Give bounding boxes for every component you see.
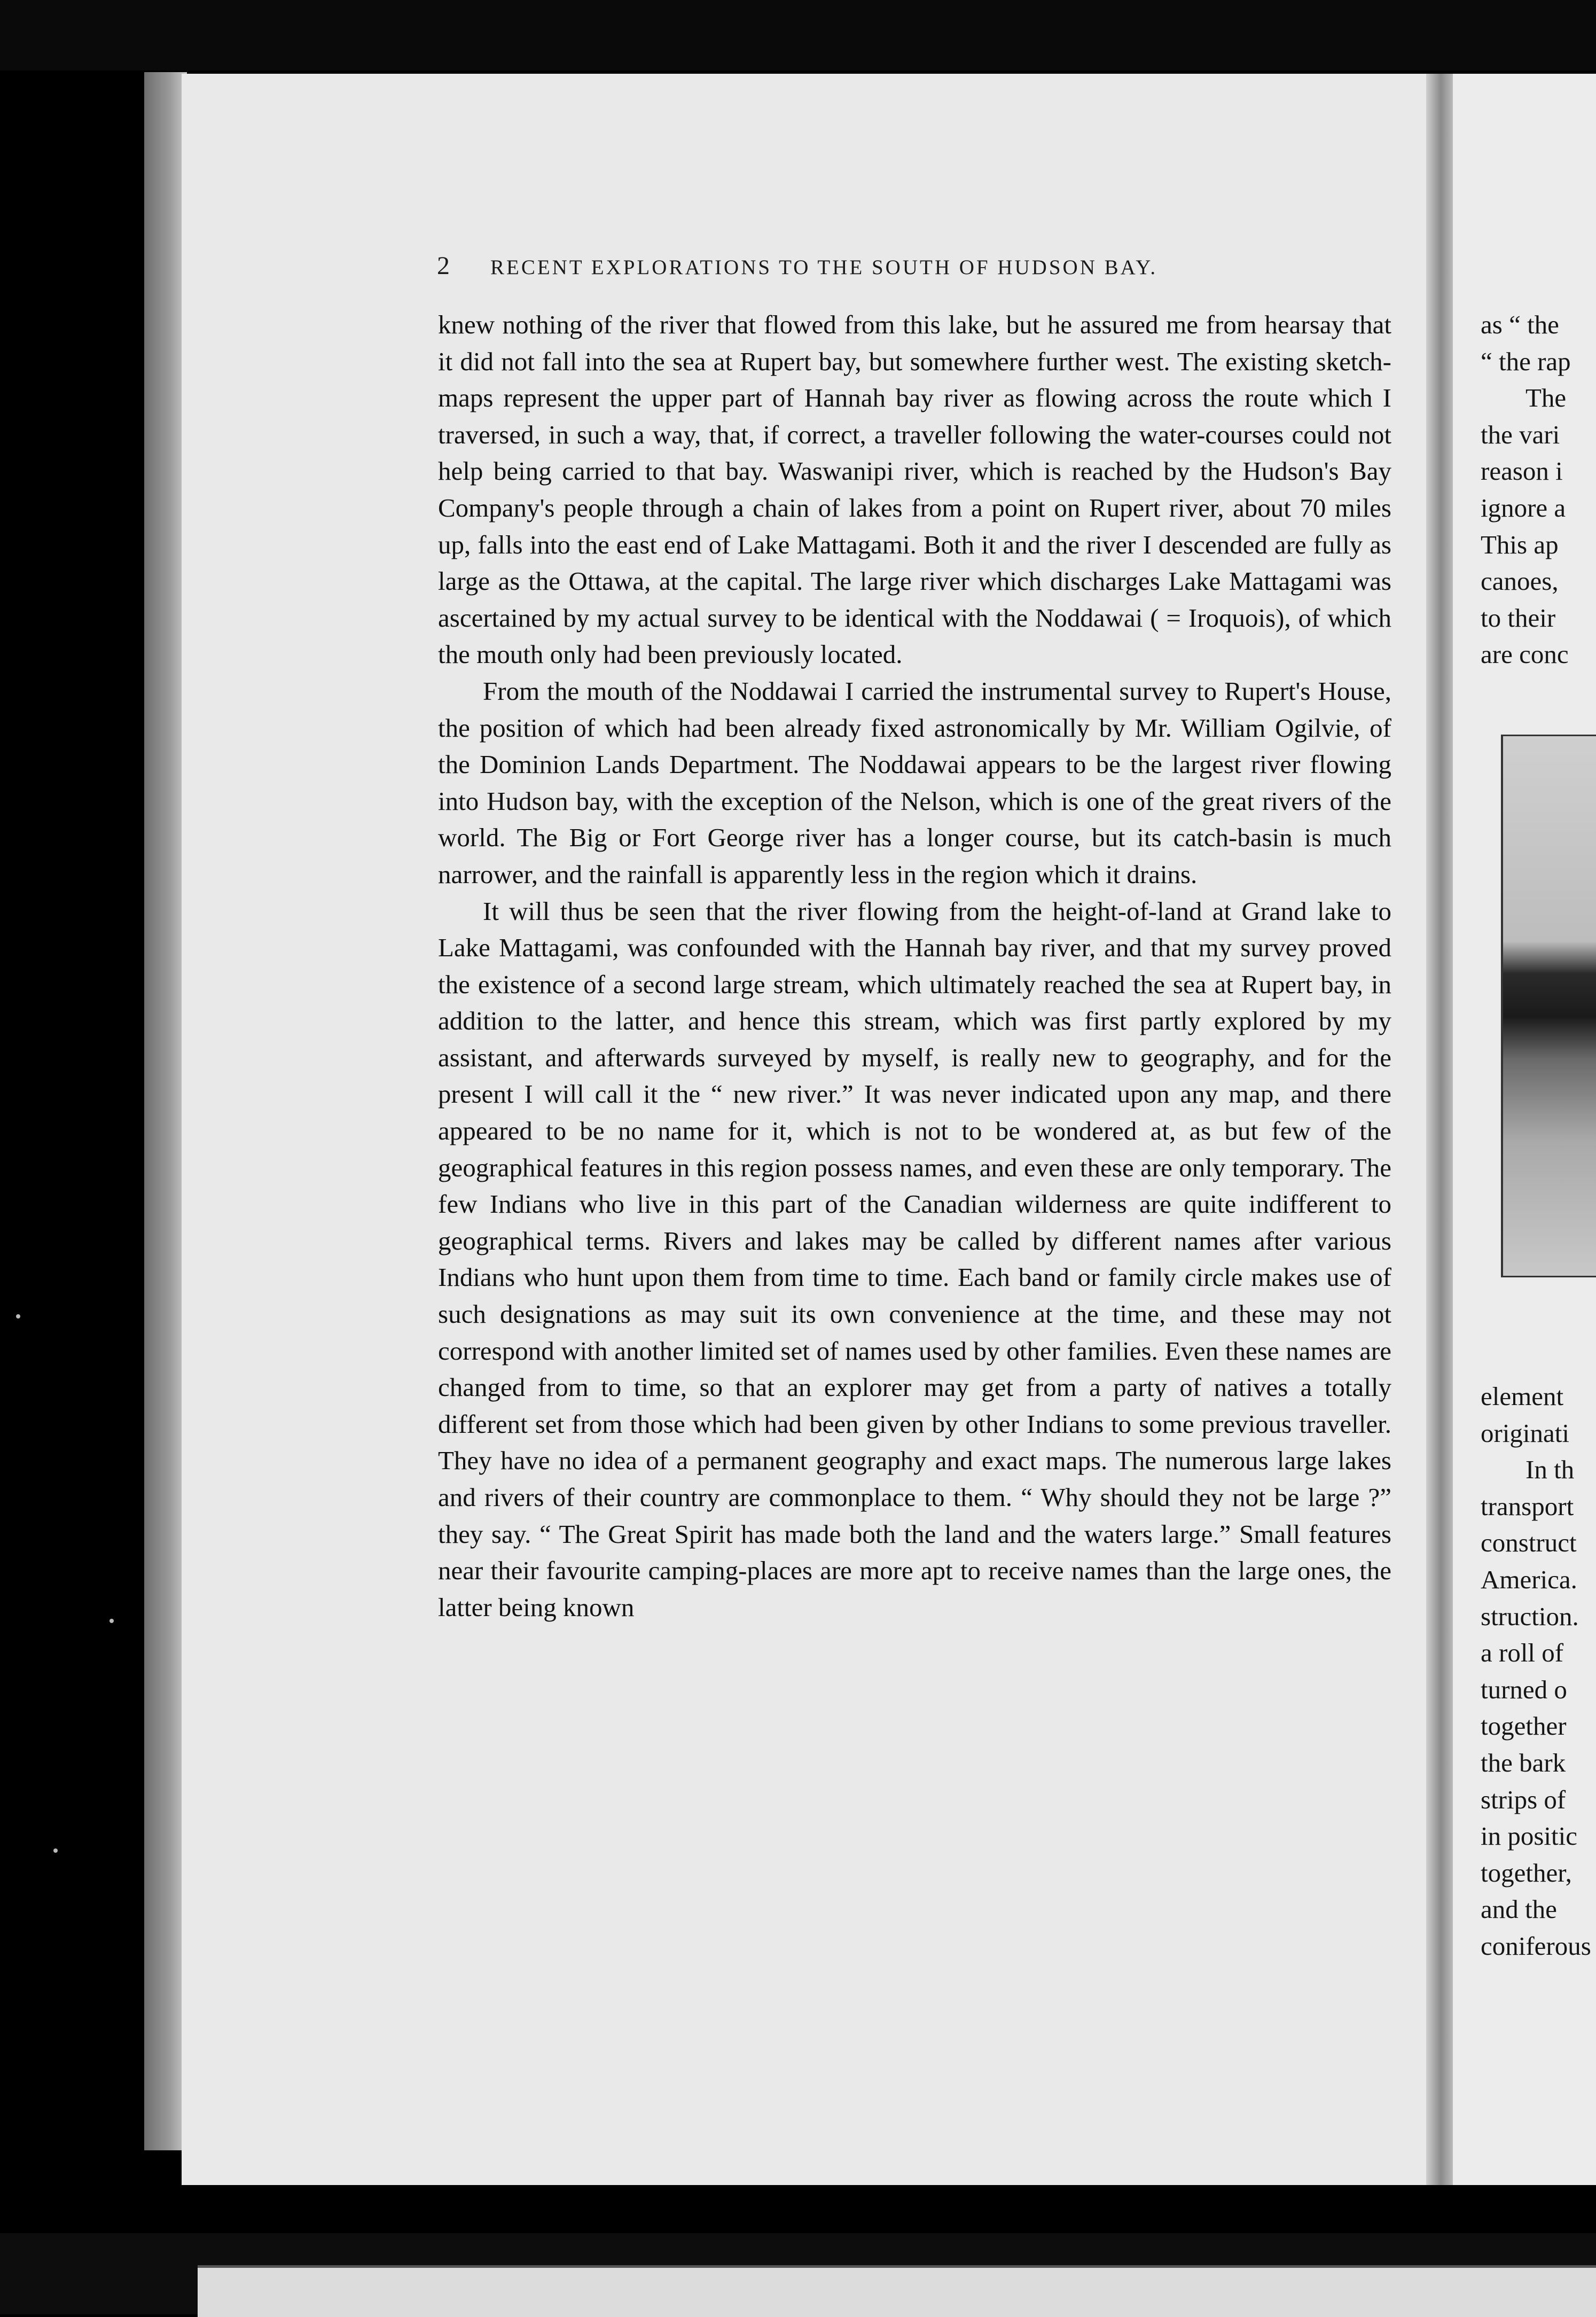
facing-line: This ap xyxy=(1481,529,1559,559)
facing-line: canoes, xyxy=(1481,566,1559,596)
facing-line: the bark xyxy=(1481,1747,1566,1777)
facing-line: turned o xyxy=(1481,1674,1567,1704)
facing-line: construct xyxy=(1481,1528,1577,1558)
facing-line: in positic xyxy=(1481,1821,1578,1851)
facing-line: transport xyxy=(1481,1491,1574,1521)
facing-line: to their xyxy=(1481,603,1556,633)
book-spine-shadow xyxy=(144,72,187,2150)
facing-line: a roll of xyxy=(1481,1638,1564,1668)
facing-line: strips of xyxy=(1481,1784,1566,1814)
body-text xyxy=(438,307,1391,1626)
facing-line: the vari xyxy=(1481,419,1560,449)
facing-page-text-bottom xyxy=(1481,1378,1596,1965)
paragraph: From the mouth of the Noddawai I carried the instrumental survey to Rupert's House, the position of which had been already fixed astronomically by Mr. William Ogilvie, of the Dominion Lands Department. The Noddawai appears to be the largest river flowing into Hudson bay, with the exception of the Nelson, which is one of the great rivers of the world. The Big or Fort George river has a longer course, but its catch-basin is much narrower, and the rainfall is apparently less in the region which it drains. xyxy=(438,676,1391,889)
facing-line: originati xyxy=(1481,1418,1570,1448)
facing-page-photograph xyxy=(1501,735,1596,1277)
next-page-edge xyxy=(198,2265,1596,2317)
facing-line: struction. xyxy=(1481,1601,1579,1631)
facing-line: ignore a xyxy=(1481,493,1566,522)
scan-speck xyxy=(53,1848,58,1853)
facing-line: coniferous xyxy=(1481,1931,1591,1961)
facing-line: In th xyxy=(1525,1455,1575,1485)
facing-line: are conc xyxy=(1481,639,1569,669)
page-number: 2 xyxy=(437,252,450,280)
scan-border-top xyxy=(0,0,1596,71)
facing-line: and the xyxy=(1481,1894,1557,1924)
scan-speck xyxy=(109,1619,114,1623)
facing-line: together, xyxy=(1481,1858,1572,1887)
facing-line: “ the rap xyxy=(1481,346,1571,376)
facing-page-text-top xyxy=(1481,307,1596,673)
facing-line: element xyxy=(1481,1382,1564,1411)
facing-line: The xyxy=(1525,383,1567,413)
page-gutter xyxy=(1426,74,1453,2185)
paragraph: knew nothing of the river that flowed from this lake, but he assured me from hearsay that it did not fall into the sea at Rupert bay, but somewhere further west. The existing sketch-maps represent the upper part of Hannah bay river as flowing across the route which I traversed, in such a way, that, if correct, a traveller following the water-courses could not help being carried to that bay. Waswanipi river, which is reached by the Hudson's Bay Company's people through a chain of lakes from a point on Rupert river, about 70 miles up, falls into the east end of Lake Mattagami. Both it and the river I descended are fully as large as the Ottawa, at the capital. The large river which discharges Lake Mattagami was ascertained by my actual survey to be identical with the Noddawai ( = Iroquois), of which the mouth only had been previously located. xyxy=(438,310,1391,669)
running-head xyxy=(437,251,1286,283)
facing-line: America. xyxy=(1481,1564,1577,1594)
running-head-title: RECENT EXPLORATIONS TO THE SOUTH OF HUDSON BAY. xyxy=(490,256,1158,279)
facing-line: reason i xyxy=(1481,456,1563,486)
facing-line: together xyxy=(1481,1711,1567,1741)
facing-line: as “ the xyxy=(1481,310,1559,339)
paragraph: It will thus be seen that the river flowing from the height-of-land at Grand lake to Lake Mattagami, was confounded with the Hannah bay river, and that my survey proved the existence of a second large stream, which ultimately reached the sea at Rupert bay, in addition to the latter, and hence this stream, which was first partly explored by my assistant, and afterwards surveyed by myself, is really new to geography, and for the present I will call it the “ new river.” It was never indicated upon any map, and there appeared to be no name for it, which is not to be wondered at, as but few of the geographical features in this region possess names, and even these are only temporary. The few Indians who live in this part of the Canadian wilderness are quite indifferent to geographical terms. Rivers and lakes may be called by different names after various Indians who hunt upon them from time to time. Each band or family circle makes use of such designations as may suit its own convenience at the time, and these may not correspond with another limited set of names used by other families. Even these names are changed from to time, so that an explorer may get from a party of natives a totally different set from those which had been given by other Indians to some previous traveller. They have no idea of a permanent geography and exact maps. The numerous large lakes and rivers of their country are commonplace to them. “ Why should they not be large ?” they say. “ The Great Spirit has made both the land and the waters large.” Small features near their favourite camping-places are more apt to receive names than the large ones, the latter being known xyxy=(438,896,1391,1622)
scan-speck xyxy=(16,1314,20,1319)
